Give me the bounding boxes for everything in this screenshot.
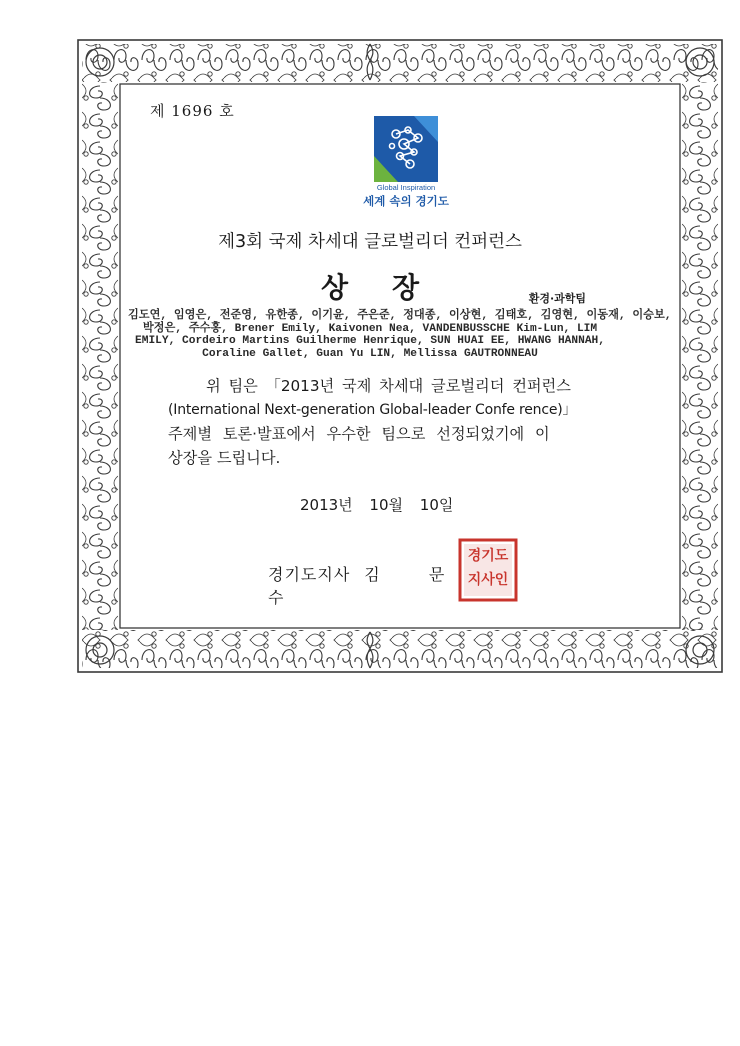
logo-subtitle: Global Inspiration (376, 183, 436, 192)
certificate-number: 제 1696 호 (150, 102, 235, 120)
team-name: 환경·과학팀 (528, 292, 586, 305)
award-title: 상장 (320, 271, 464, 304)
member-list (128, 310, 672, 360)
citation-line: 위 팀은 「2013년 국제 차세대 글로벌리더 컨퍼런스 (206, 377, 571, 395)
citation-text (168, 374, 578, 470)
logo-emblem-icon (374, 116, 438, 182)
member-line: EMILY, Cordeiro Martins Guilherme Henrique, SUN HUAI EE, HWANG HANNAH, (135, 335, 605, 348)
citation-line: 상장을 드립니다. (168, 449, 281, 467)
signer-name: 김 문 수 (268, 565, 467, 607)
citation-line: (International Next-generation Global-leader Confe rence)」 (168, 402, 577, 418)
official-seal-icon (458, 538, 518, 602)
award-date: 2013년 10월 10일 (300, 496, 454, 514)
member-line: 박정은, 주수홍, Brener Emily, Kaivonen Nea, VANDENBUSSCHE Kim-Lun, LIM (142, 322, 598, 335)
seal-line-1: 경기도 (467, 548, 509, 564)
citation-line: 주제별 토론·발표에서 우수한 팀으로 선정되었기에 이 (168, 425, 550, 443)
gyeonggi-logo (356, 116, 456, 216)
seal-line-2: 지사인 (467, 572, 509, 588)
signer-title: 경기도지사 (268, 565, 351, 584)
conference-title: 제3회 국제 차세대 글로벌리더 컨퍼런스 (218, 232, 522, 252)
member-line: Coraline Gallet, Guan Yu LIN, Mellissa GAUTRONNEAU (202, 347, 538, 360)
member-line: 김도연, 임영은, 전준영, 유한종, 이기윤, 주은준, 정대종, 이상현, 김태호, 김영현, 이동재, 이승보, (128, 310, 672, 322)
signer (268, 562, 468, 608)
logo-main-text: 세계 속의 경기도 (363, 194, 449, 208)
